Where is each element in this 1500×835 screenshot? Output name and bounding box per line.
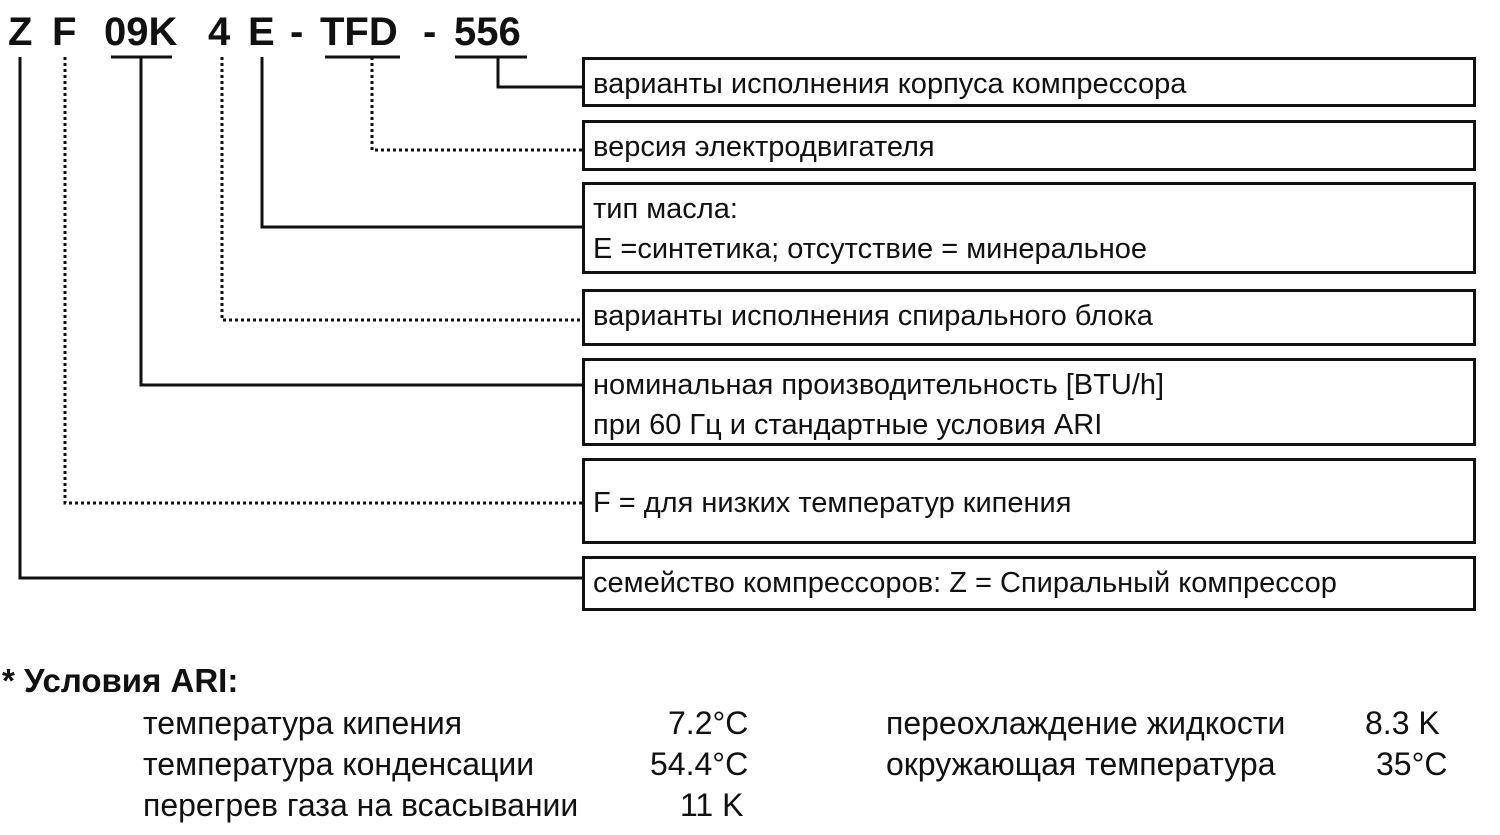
- legend-box-oil: [582, 182, 1476, 274]
- legend-text: семейство компрессоров: Z = Спиральный компрессор: [593, 567, 1337, 599]
- code-scroll-variant: 4: [208, 10, 231, 54]
- legend-box-scroll: [582, 289, 1476, 346]
- condition-label: перегрев газа на всасывании: [143, 787, 579, 823]
- condition-label: окружающая температура: [886, 746, 1276, 782]
- condition-value: 7.2°C: [668, 705, 749, 741]
- legend-text: E =синтетика; отсутствие = минеральное: [593, 233, 1148, 265]
- legend-box-evaporation: [582, 458, 1476, 544]
- legend-text: тип масла:: [593, 193, 738, 225]
- legend-text: F = для низких температур кипения: [593, 487, 1072, 519]
- legend-box-family: [582, 556, 1476, 611]
- condition-label: температура конденсации: [143, 746, 535, 782]
- condition-label: температура кипения: [143, 705, 463, 741]
- legend-box-capacity: [582, 358, 1476, 446]
- condition-label: переохлаждение жидкости: [886, 705, 1286, 741]
- connector-capacity: [141, 57, 582, 385]
- legend-box-motor: [582, 120, 1476, 171]
- code-dash-1: -: [290, 10, 304, 54]
- condition-value: 8.3 K: [1365, 705, 1440, 741]
- connector-family: [20, 57, 582, 578]
- connector-housing: [498, 57, 582, 87]
- code-housing: 556: [454, 10, 521, 54]
- legend-text: при 60 Гц и стандартные условия ARI: [593, 409, 1103, 441]
- legend-box-housing: [582, 57, 1476, 107]
- connector-evaporation: [65, 57, 582, 503]
- code-motor: TFD: [320, 10, 398, 54]
- connector-motor: [372, 57, 582, 150]
- code-family: Z: [8, 10, 33, 54]
- code-capacity: 09K: [104, 10, 178, 54]
- legend-text: варианты исполнения корпуса компрессора: [593, 68, 1187, 100]
- code-dash-2: -: [423, 10, 437, 54]
- legend-text: номинальная производительность [BTU/h]: [593, 369, 1165, 401]
- connector-oil: [262, 57, 582, 227]
- condition-value: 35°C: [1376, 746, 1448, 782]
- condition-value: 11 K: [680, 787, 744, 823]
- conditions-title: * Условия ARI:: [2, 662, 239, 699]
- condition-value: 54.4°C: [650, 746, 749, 782]
- connector-scroll: [222, 57, 582, 320]
- legend-text: варианты исполнения спирального блока: [593, 300, 1153, 332]
- code-oil: E: [248, 10, 275, 54]
- legend-text: версия электродвигателя: [593, 131, 935, 163]
- code-evaporation: F: [52, 10, 77, 54]
